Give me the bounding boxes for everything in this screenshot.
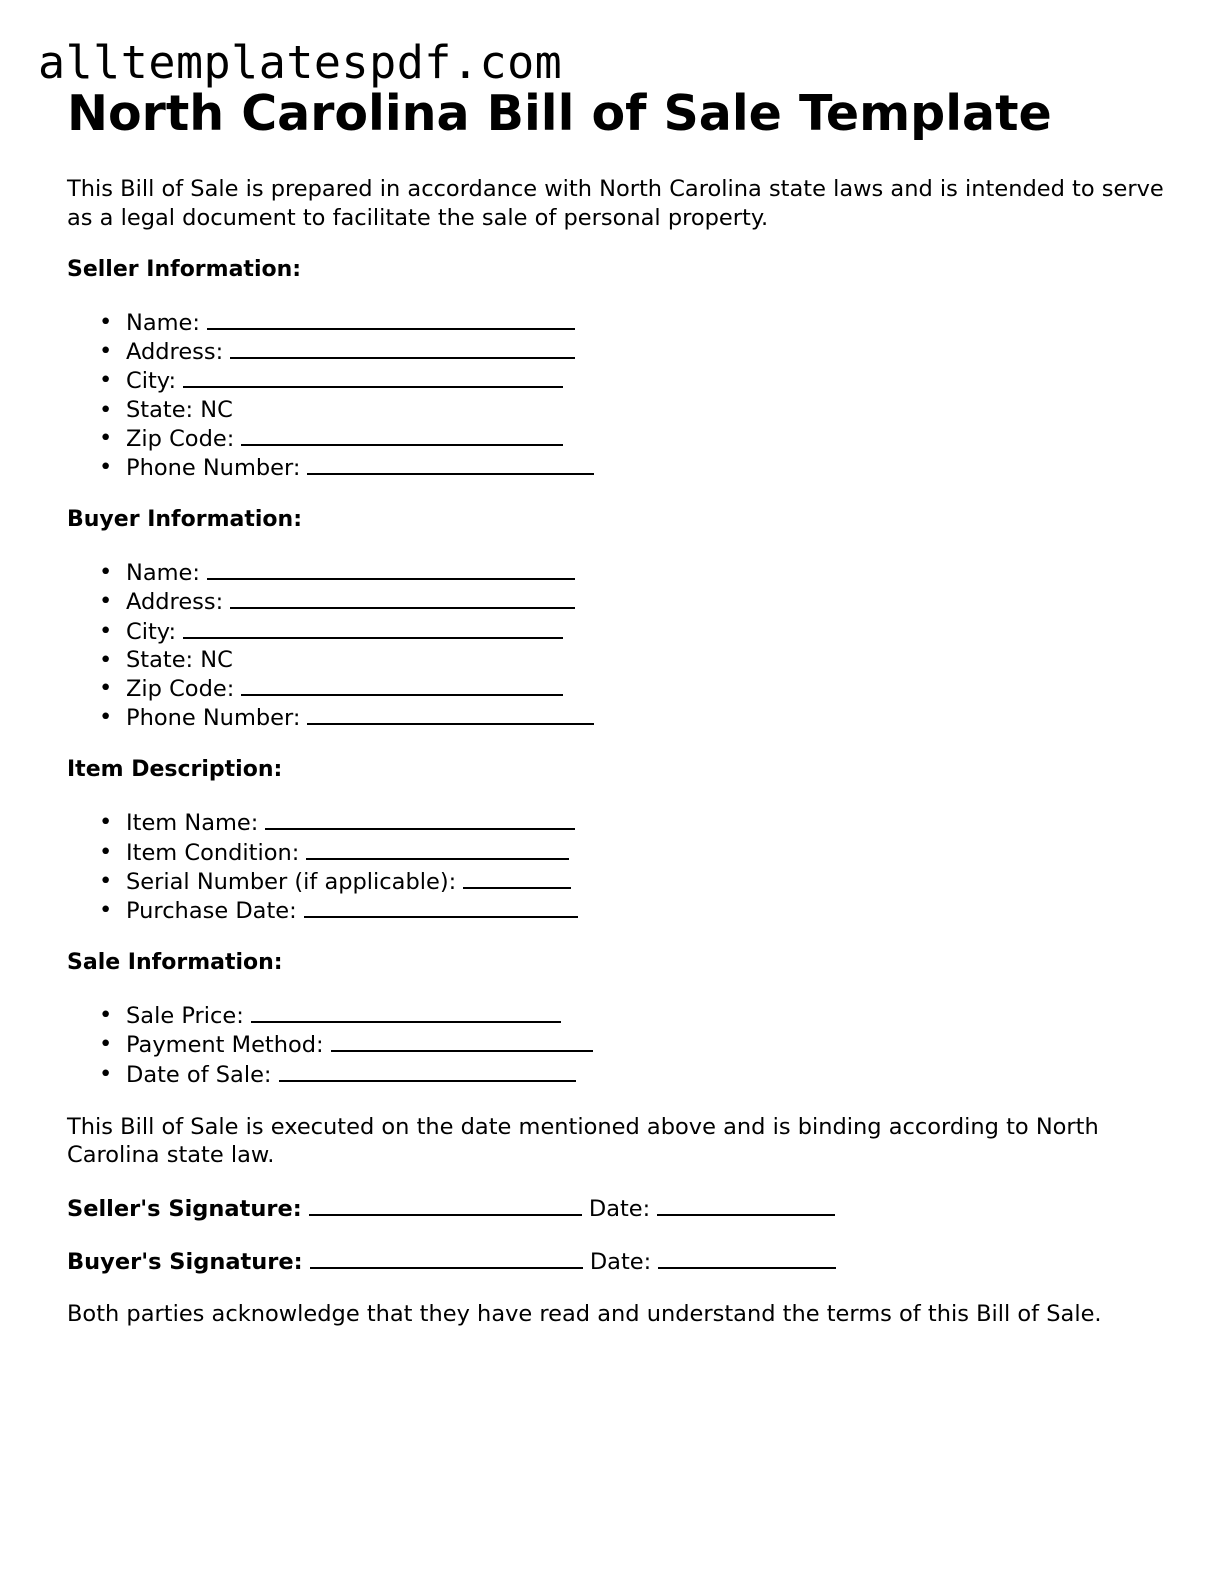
field-label: Purchase Date: — [126, 898, 297, 925]
bullet-icon: • — [99, 338, 113, 365]
seller-date-field[interactable] — [657, 1194, 835, 1216]
page-title: North Carolina Bill of Sale Template — [67, 85, 1052, 142]
acknowledgement-paragraph: Both parties acknowledge that they have read and understand the terms of this Bill of Sale. — [67, 1300, 1102, 1327]
seller-zip-field[interactable] — [241, 424, 563, 446]
seller-name-field[interactable] — [207, 308, 575, 330]
seller-fields-list — [67, 308, 1167, 482]
date-of-sale-field[interactable] — [279, 1060, 576, 1082]
item-condition-field[interactable] — [306, 838, 569, 860]
bullet-icon: • — [99, 838, 113, 865]
item-section-heading: Item Description: — [67, 757, 283, 783]
field-label: State: NC — [126, 396, 233, 423]
bullet-icon: • — [99, 617, 113, 644]
buyer-zip-field[interactable] — [241, 674, 563, 696]
field-label: Name: — [126, 560, 200, 587]
seller-date-label: Date: — [588, 1195, 651, 1222]
buyer-zip-item — [67, 674, 1167, 703]
seller-city-item — [67, 366, 1167, 395]
buyer-city-item — [67, 617, 1167, 646]
buyer-name-field[interactable] — [207, 558, 575, 580]
item-condition-item — [67, 838, 1167, 867]
field-label: Zip Code: — [126, 425, 235, 452]
buyer-state-item — [67, 646, 1167, 674]
item-fields-list — [67, 808, 1167, 925]
buyer-address-field[interactable] — [230, 587, 575, 609]
seller-address-field[interactable] — [230, 337, 575, 359]
field-label: Item Name: — [126, 810, 259, 837]
closing-paragraph: This Bill of Sale is executed on the date mentioned above and is binding according to North Carolina state law. — [67, 1113, 1099, 1169]
bullet-icon: • — [99, 367, 113, 394]
buyer-date-label: Date: — [589, 1248, 652, 1275]
field-label: City: — [126, 618, 177, 645]
bullet-icon: • — [99, 396, 113, 423]
buyer-phone-item — [67, 703, 1167, 732]
seller-state-item — [67, 396, 1167, 424]
item-serial-field[interactable] — [463, 867, 571, 889]
seller-signature-row — [67, 1194, 1167, 1223]
seller-section-heading: Seller Information: — [67, 257, 302, 282]
field-label: Phone Number: — [126, 705, 301, 732]
seller-city-field[interactable] — [183, 366, 563, 388]
field-label: Address: — [126, 589, 224, 616]
buyer-signature-row — [67, 1247, 1167, 1276]
payment-method-field[interactable] — [331, 1030, 593, 1052]
bullet-icon: • — [99, 1002, 113, 1029]
field-label: Address: — [126, 339, 224, 366]
field-label: Date of Sale: — [126, 1061, 272, 1088]
field-label: City: — [126, 368, 177, 395]
bill-of-sale-document — [67, 86, 1167, 1328]
bullet-icon: • — [99, 588, 113, 615]
buyer-date-field[interactable] — [658, 1247, 836, 1269]
seller-phone-field[interactable] — [307, 453, 594, 475]
item-name-field[interactable] — [265, 808, 575, 830]
seller-signature-label: Seller's Signature: — [67, 1195, 302, 1222]
sale-fields-list — [67, 1001, 1167, 1089]
seller-phone-item — [67, 453, 1167, 482]
item-serial-item — [67, 867, 1167, 896]
seller-signature-field[interactable] — [309, 1194, 582, 1216]
item-purchase-date-field[interactable] — [304, 896, 578, 918]
field-label: State: NC — [126, 646, 233, 673]
field-label: Zip Code: — [126, 676, 235, 703]
buyer-section-heading: Buyer Information: — [67, 507, 302, 533]
buyer-phone-field[interactable] — [307, 703, 594, 725]
bullet-icon: • — [99, 1031, 113, 1058]
seller-name-item — [67, 308, 1167, 337]
buyer-signature-label: Buyer's Signature: — [67, 1248, 303, 1275]
bullet-icon: • — [99, 424, 113, 451]
buyer-name-item — [67, 558, 1167, 587]
site-watermark: alltemplatespdf.com — [38, 36, 563, 89]
seller-zip-item — [67, 424, 1167, 453]
bullet-icon: • — [99, 897, 113, 924]
sale-price-item — [67, 1001, 1167, 1030]
bullet-icon: • — [99, 704, 113, 731]
buyer-fields-list — [67, 558, 1167, 732]
seller-address-item — [67, 337, 1167, 366]
intro-paragraph: This Bill of Sale is prepared in accordance with North Carolina state laws and is intended to serve as a legal document to facilitate the sale of personal property. — [67, 176, 1164, 231]
bullet-icon: • — [99, 867, 113, 894]
bullet-icon: • — [99, 646, 113, 673]
item-purchase-date-item — [67, 896, 1167, 925]
field-label: Sale Price: — [126, 1003, 244, 1030]
sale-price-field[interactable] — [251, 1001, 561, 1023]
bullet-icon: • — [99, 559, 113, 586]
bullet-icon: • — [99, 675, 113, 702]
bullet-icon: • — [99, 809, 113, 836]
sale-section-heading: Sale Information: — [67, 950, 283, 976]
item-name-item — [67, 808, 1167, 837]
buyer-city-field[interactable] — [183, 617, 563, 639]
buyer-address-item — [67, 587, 1167, 616]
bullet-icon: • — [99, 309, 113, 335]
field-label: Serial Number (if applicable): — [126, 868, 457, 895]
buyer-signature-field[interactable] — [310, 1247, 583, 1269]
field-label: Phone Number: — [126, 455, 301, 482]
date-of-sale-item — [67, 1060, 1167, 1089]
field-label: Item Condition: — [126, 839, 300, 866]
bullet-icon: • — [99, 454, 113, 481]
bullet-icon: • — [99, 1060, 113, 1087]
field-label: Name: — [126, 310, 200, 336]
field-label: Payment Method: — [126, 1032, 324, 1059]
payment-method-item — [67, 1030, 1167, 1059]
